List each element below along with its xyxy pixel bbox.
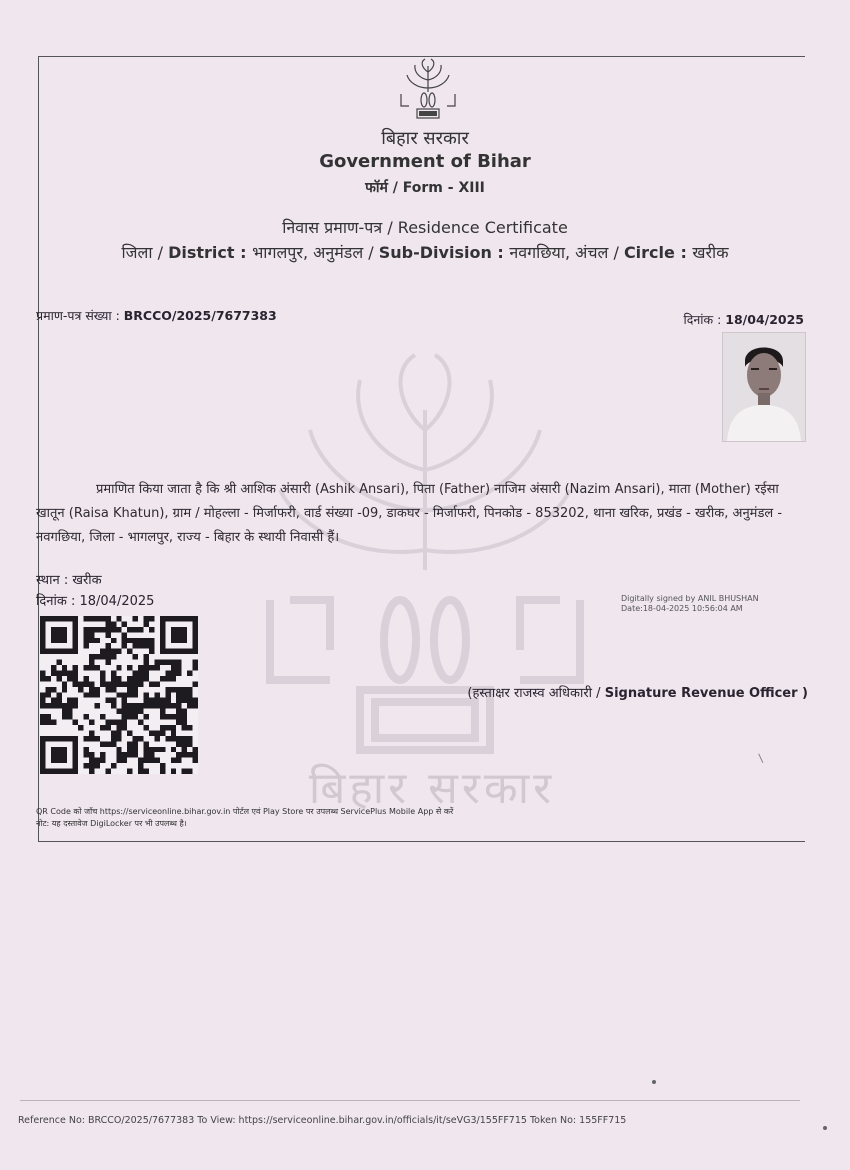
- certificate-date-value: 18/04/2025: [725, 312, 804, 327]
- issue-date: [36, 591, 154, 609]
- digital-signature-date: Date:18-04-2025 10:56:04 AM: [621, 604, 743, 613]
- issue-date-label: दिनांक :: [36, 594, 80, 609]
- footer-divider: [20, 1100, 800, 1101]
- jurisdiction-line: [100, 241, 750, 263]
- place: [36, 570, 102, 588]
- govt-english-title: Government of Bihar: [319, 151, 531, 172]
- scan-speck: [823, 1126, 827, 1130]
- certificate-type-hindi: निवास प्रमाण-पत्र /: [282, 218, 398, 237]
- scan-speck: [652, 1080, 656, 1084]
- qr-note-line2: नोट: यह दस्तावेज DigiLocker पर भी उपलब्ध है।: [36, 819, 187, 828]
- place-label: स्थान :: [36, 573, 73, 588]
- certificate-number-value: BRCCO/2025/7677383: [123, 308, 277, 323]
- certificate-date-label: दिनांक :: [683, 312, 726, 327]
- watermark-text: बिहार सरकार: [308, 763, 556, 814]
- district-label: District :: [168, 243, 253, 262]
- circle-label: Circle :: [623, 243, 693, 262]
- certificate-date: [683, 311, 804, 328]
- certificate-body: [36, 478, 806, 550]
- digital-signature-signer: Digitally signed by ANIL BHUSHAN: [621, 594, 759, 603]
- district-label-hindi: जिला /: [121, 243, 169, 262]
- place-value: खरीक: [72, 573, 102, 588]
- signature-english: Signature Revenue Officer ): [604, 686, 808, 701]
- bihar-emblem-logo: [395, 58, 461, 124]
- reference-footer: Reference No: BRCCO/2025/7677383 To View: https://serviceonline.bihar.gov.in/officials/it/seVG3/155FF715 Token No: 155FF715: [18, 1115, 627, 1126]
- govt-hindi-title: बिहार सरकार: [381, 128, 469, 149]
- issue-date-value: 18/04/2025: [79, 594, 155, 609]
- certificate-number: [36, 307, 277, 324]
- certificate-number-label: प्रमाण-पत्र संख्या :: [36, 308, 124, 323]
- person-photo-icon: [723, 333, 805, 441]
- certificate-type: [40, 216, 810, 238]
- certificate-type-english: Residence Certificate: [397, 218, 568, 237]
- qr-note: [36, 806, 453, 830]
- digital-signature: [621, 594, 759, 614]
- subdivision-label: Sub-Division :: [378, 243, 510, 262]
- circle-value: खरीक: [692, 243, 729, 262]
- applicant-photo: [722, 332, 806, 442]
- certificate-body-text: प्रमाणित किया जाता है कि श्री आशिक अंसारी (Ashik Ansari), पिता (Father) नाजिम अंसारी (Nazim Ansari), माता (Mother) रईसा खातून (Raisa Khatun), ग्राम / मोहल्ला - मिर्जाफरी, वार्ड संख्या -09, डाकघर - मिर्जाफरी, पिनकोड - 853202, थाना खरिक, प्रखंड - खरीक, अनुमंडल - नवगछिया, जिला - भागलपुर, राज्य - बिहार के स्थायी निवासी हैं।: [36, 482, 783, 545]
- qr-note-line1: QR Code को जाँच https://serviceonline.bihar.gov.in पोर्टल एवं Play Store पर उपलब्ध ServicePlus Mobile App से करें: [36, 807, 454, 816]
- form-number: फॉर्म / Form - XIII: [365, 180, 485, 196]
- signature-block: [467, 683, 808, 701]
- qr-code[interactable]: [40, 616, 198, 774]
- district-value: भागलपुर, अनुमंडल /: [252, 243, 379, 262]
- subdivision-value: नवगछिया, अंचल /: [509, 243, 624, 262]
- signature-hindi: (हस्ताक्षर राजस्व अधिकारी /: [467, 686, 605, 701]
